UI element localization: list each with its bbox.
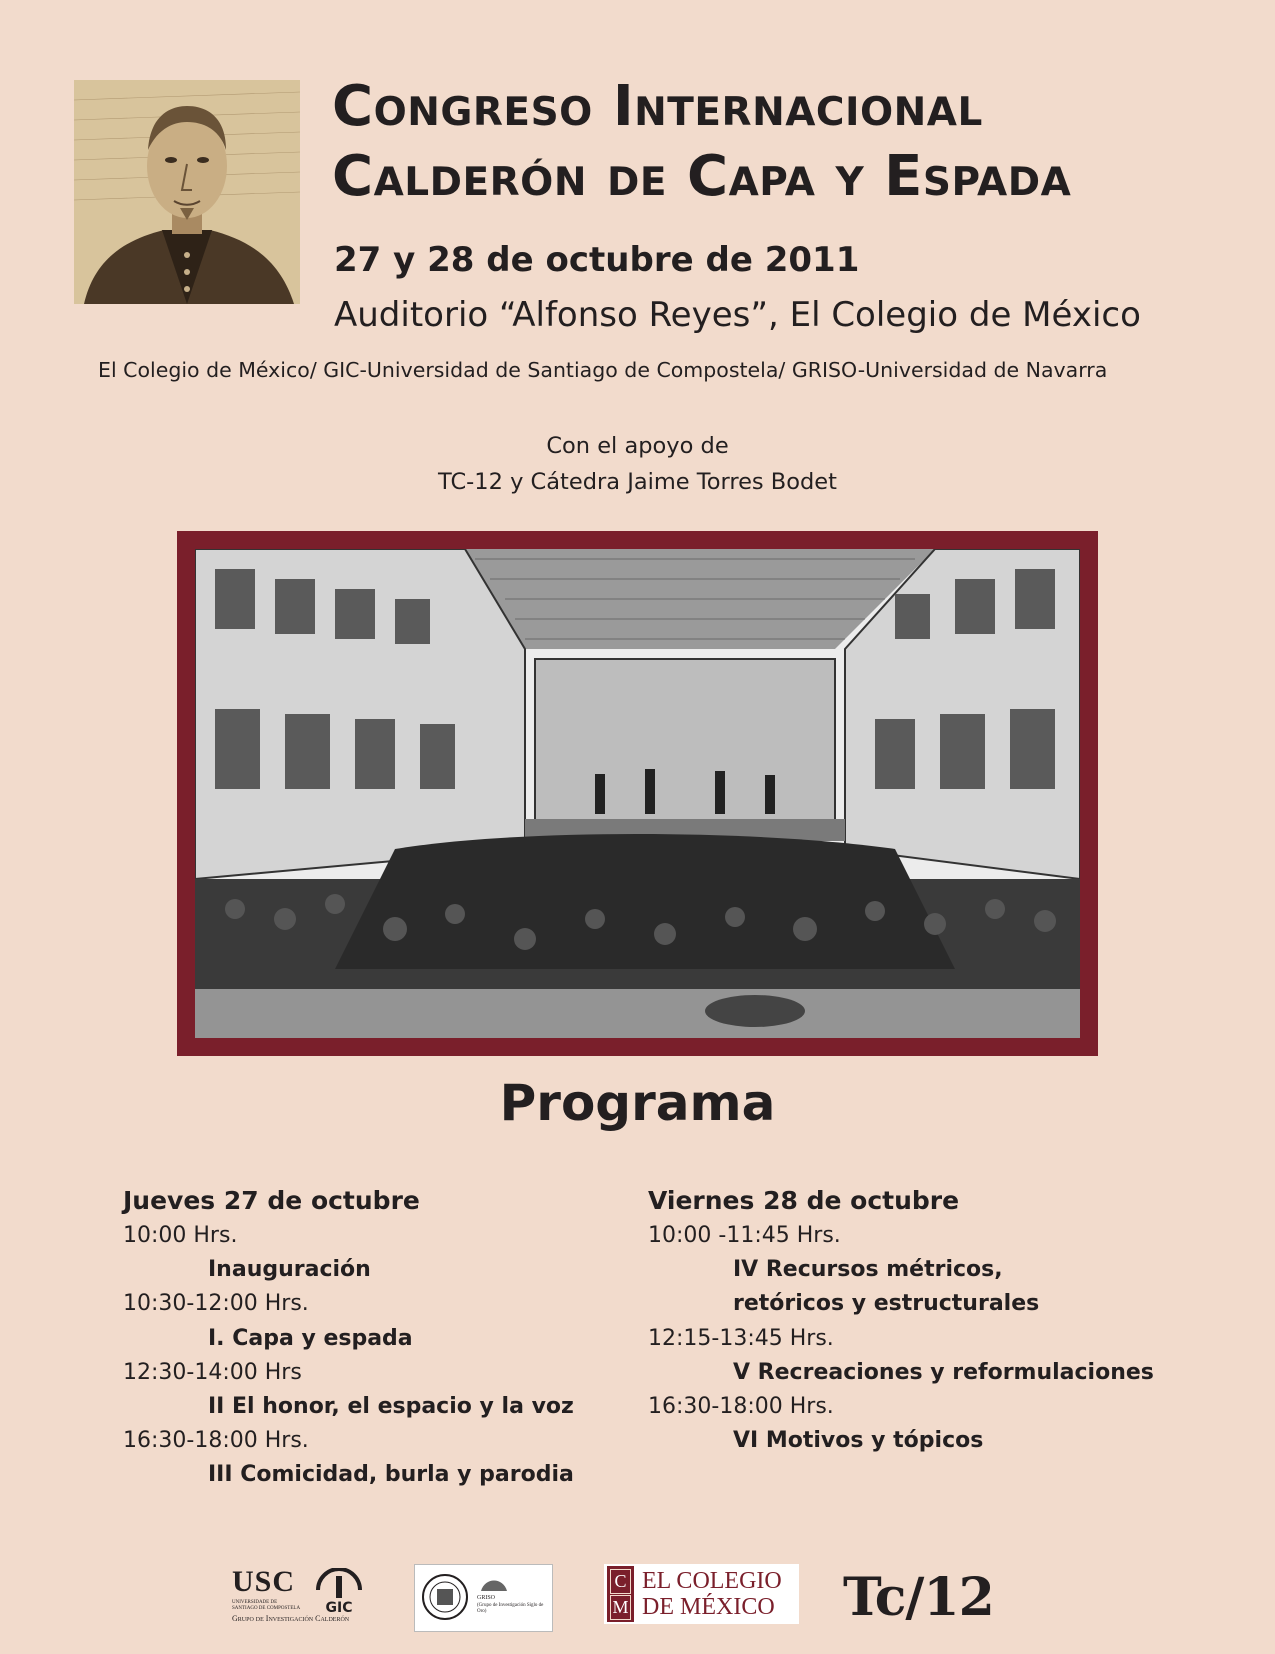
- portrait-image: [74, 80, 300, 304]
- session-title: V Recreaciones y reformulaciones: [733, 1359, 1154, 1385]
- support-block: [0, 428, 1275, 500]
- university-seal-icon: [421, 1573, 469, 1621]
- usc-gic-logo: [232, 1566, 372, 1628]
- engraving-frame: [177, 531, 1098, 1056]
- program-heading: Programa: [499, 1074, 776, 1132]
- conference-venue: Auditorio “Alfonso Reyes”, El Colegio de México: [334, 295, 1141, 335]
- slot-time: 10:00 -11:45 Hrs.: [648, 1223, 841, 1248]
- tc12-logo: Tc/12: [843, 1567, 994, 1628]
- support-line-2: TC-12 y Cátedra Jaime Torres Bodet: [438, 469, 837, 495]
- conference-title: [332, 72, 1071, 212]
- colmex-m-letter: M: [610, 1595, 631, 1620]
- day-thursday: [123, 1183, 574, 1493]
- session-title: I. Capa y espada: [208, 1325, 413, 1351]
- session-title: VI Motivos y tópicos: [733, 1428, 984, 1454]
- slot-time: 12:30-14:00 Hrs: [123, 1359, 302, 1385]
- title-line-2: Calderón de Capa y Espada: [332, 144, 1072, 209]
- slot-time: 16:30-18:00 Hrs.: [123, 1428, 309, 1454]
- session-title: II El honor, el espacio y la voz: [208, 1394, 574, 1420]
- slot-time: 10:00 Hrs.: [123, 1223, 238, 1248]
- support-line-1: Con el apoyo de: [546, 433, 729, 459]
- day-friday: [648, 1183, 1154, 1458]
- colmex-logo: [604, 1564, 799, 1624]
- session-title: III Comicidad, burla y parodia: [208, 1462, 574, 1488]
- session-title: retóricos y estructurales: [733, 1291, 1040, 1317]
- colmex-cm-mark: [607, 1566, 634, 1622]
- title-line-1: Congreso Internacional: [332, 74, 983, 139]
- day-title: Viernes 28 de octubre: [648, 1186, 960, 1215]
- colmex-name-line-1: EL COLEGIO: [642, 1568, 782, 1594]
- theatre-engraving-image: [195, 549, 1080, 1038]
- griso-crest-icon: [479, 1573, 509, 1593]
- colmex-name-line-2: DE MÉXICO: [642, 1594, 775, 1620]
- session-title: Inauguración: [208, 1257, 371, 1283]
- usc-subtext: UNIVERSIDADE DE SANTIAGO DE COMPOSTELA: [232, 1600, 301, 1611]
- griso-logo: [414, 1564, 553, 1632]
- organizers-line: El Colegio de México/ GIC-Universidad de Santiago de Compostela/ GRISO-Universidad de Navarra: [98, 358, 1108, 382]
- colmex-name: [642, 1568, 782, 1620]
- slot-time: 16:30-18:00 Hrs.: [648, 1394, 834, 1420]
- session-title: IV Recursos métricos,: [733, 1257, 1003, 1283]
- slot-time: 12:15-13:45 Hrs.: [648, 1325, 834, 1351]
- griso-name: GRISO: [477, 1595, 496, 1601]
- conference-dates: 27 y 28 de octubre de 2011: [334, 240, 860, 280]
- day-title: Jueves 27 de octubre: [123, 1186, 420, 1215]
- gic-caption: Grupo de Investigación Calderón: [232, 1614, 350, 1623]
- colmex-c-letter: C: [610, 1569, 631, 1594]
- gic-mark-icon: [314, 1568, 364, 1614]
- griso-description: (Grupo de Investigación Siglo de Oro): [477, 1603, 544, 1614]
- usc-letters: USC: [232, 1565, 296, 1598]
- slot-time: 10:30-12:00 Hrs.: [123, 1291, 309, 1317]
- svg-text:GIC: GIC: [325, 1600, 353, 1614]
